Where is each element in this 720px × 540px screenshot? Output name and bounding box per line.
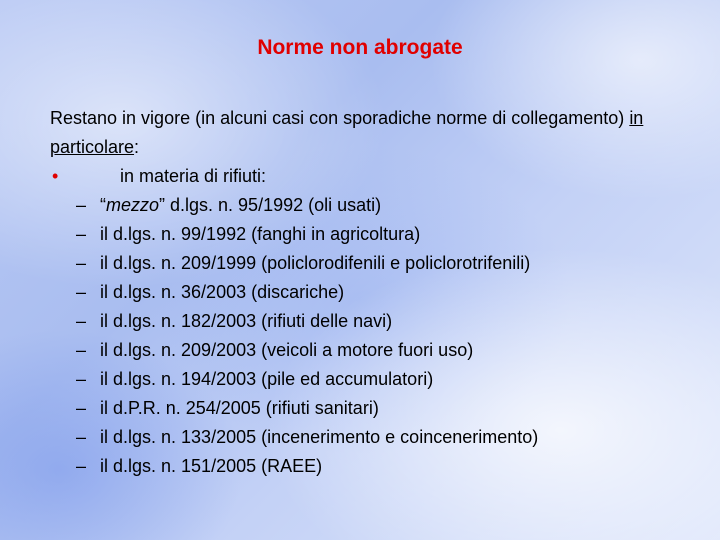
dash-icon: – (76, 456, 87, 476)
list-item (50, 423, 670, 452)
dash-icon: – (76, 398, 87, 418)
list-item-text (100, 191, 381, 220)
list-item (50, 336, 670, 365)
quote-open: “ (100, 195, 106, 215)
slide-body (50, 104, 670, 481)
dash-icon: – (76, 311, 87, 331)
list-item (50, 191, 670, 220)
dash-icon: – (76, 427, 87, 447)
list-item (50, 249, 670, 278)
list-item (50, 452, 670, 481)
bullet-icon: • (52, 166, 59, 186)
dash-icon: – (76, 195, 87, 215)
dash-icon: – (76, 340, 87, 360)
list-item-text: il d.lgs. n. 194/2003 (pile ed accumulatori) (100, 369, 434, 389)
dash-icon: – (76, 369, 87, 389)
italic-word: mezzo (106, 195, 160, 215)
list-item-text: il d.lgs. n. 182/2003 (rifiuti delle navi) (100, 311, 393, 331)
list-item (50, 365, 670, 394)
list-item-text: il d.P.R. n. 254/2005 (rifiuti sanitari) (100, 398, 379, 418)
bullet-text: in materia di rifiuti: (120, 166, 267, 186)
list-item-text: il d.lgs. n. 209/1999 (policlorodifenili e policlorotrifenili) (100, 253, 531, 273)
list-item-text: il d.lgs. n. 99/1992 (fanghi in agricoltura) (100, 224, 421, 244)
intro-text: Restano in vigore (in alcuni casi con sporadiche norme di collegamento) (50, 108, 630, 128)
list-item-text: il d.lgs. n. 133/2005 (incenerimento e coincenerimento) (100, 427, 539, 447)
list-item (50, 307, 670, 336)
dash-icon: – (76, 282, 87, 302)
list-item (50, 394, 670, 423)
intro-underlined-text: in particolare (50, 108, 644, 157)
dash-icon: – (76, 224, 87, 244)
list-item-text: il d.lgs. n. 209/2003 (veicoli a motore fuori uso) (100, 340, 474, 360)
list-item-text: il d.lgs. n. 151/2005 (RAEE) (100, 456, 323, 476)
intro-paragraph (50, 104, 670, 162)
slide-title: Norme non abrogate (257, 36, 463, 59)
bullet-item (50, 162, 670, 191)
list-item-rest: ” d.lgs. n. 95/1992 (oli usati) (159, 195, 382, 215)
list-item (50, 278, 670, 307)
dash-icon: – (76, 253, 87, 273)
list-item (50, 220, 670, 249)
list-item-text: il d.lgs. n. 36/2003 (discariche) (100, 282, 345, 302)
intro-colon: : (134, 137, 140, 157)
